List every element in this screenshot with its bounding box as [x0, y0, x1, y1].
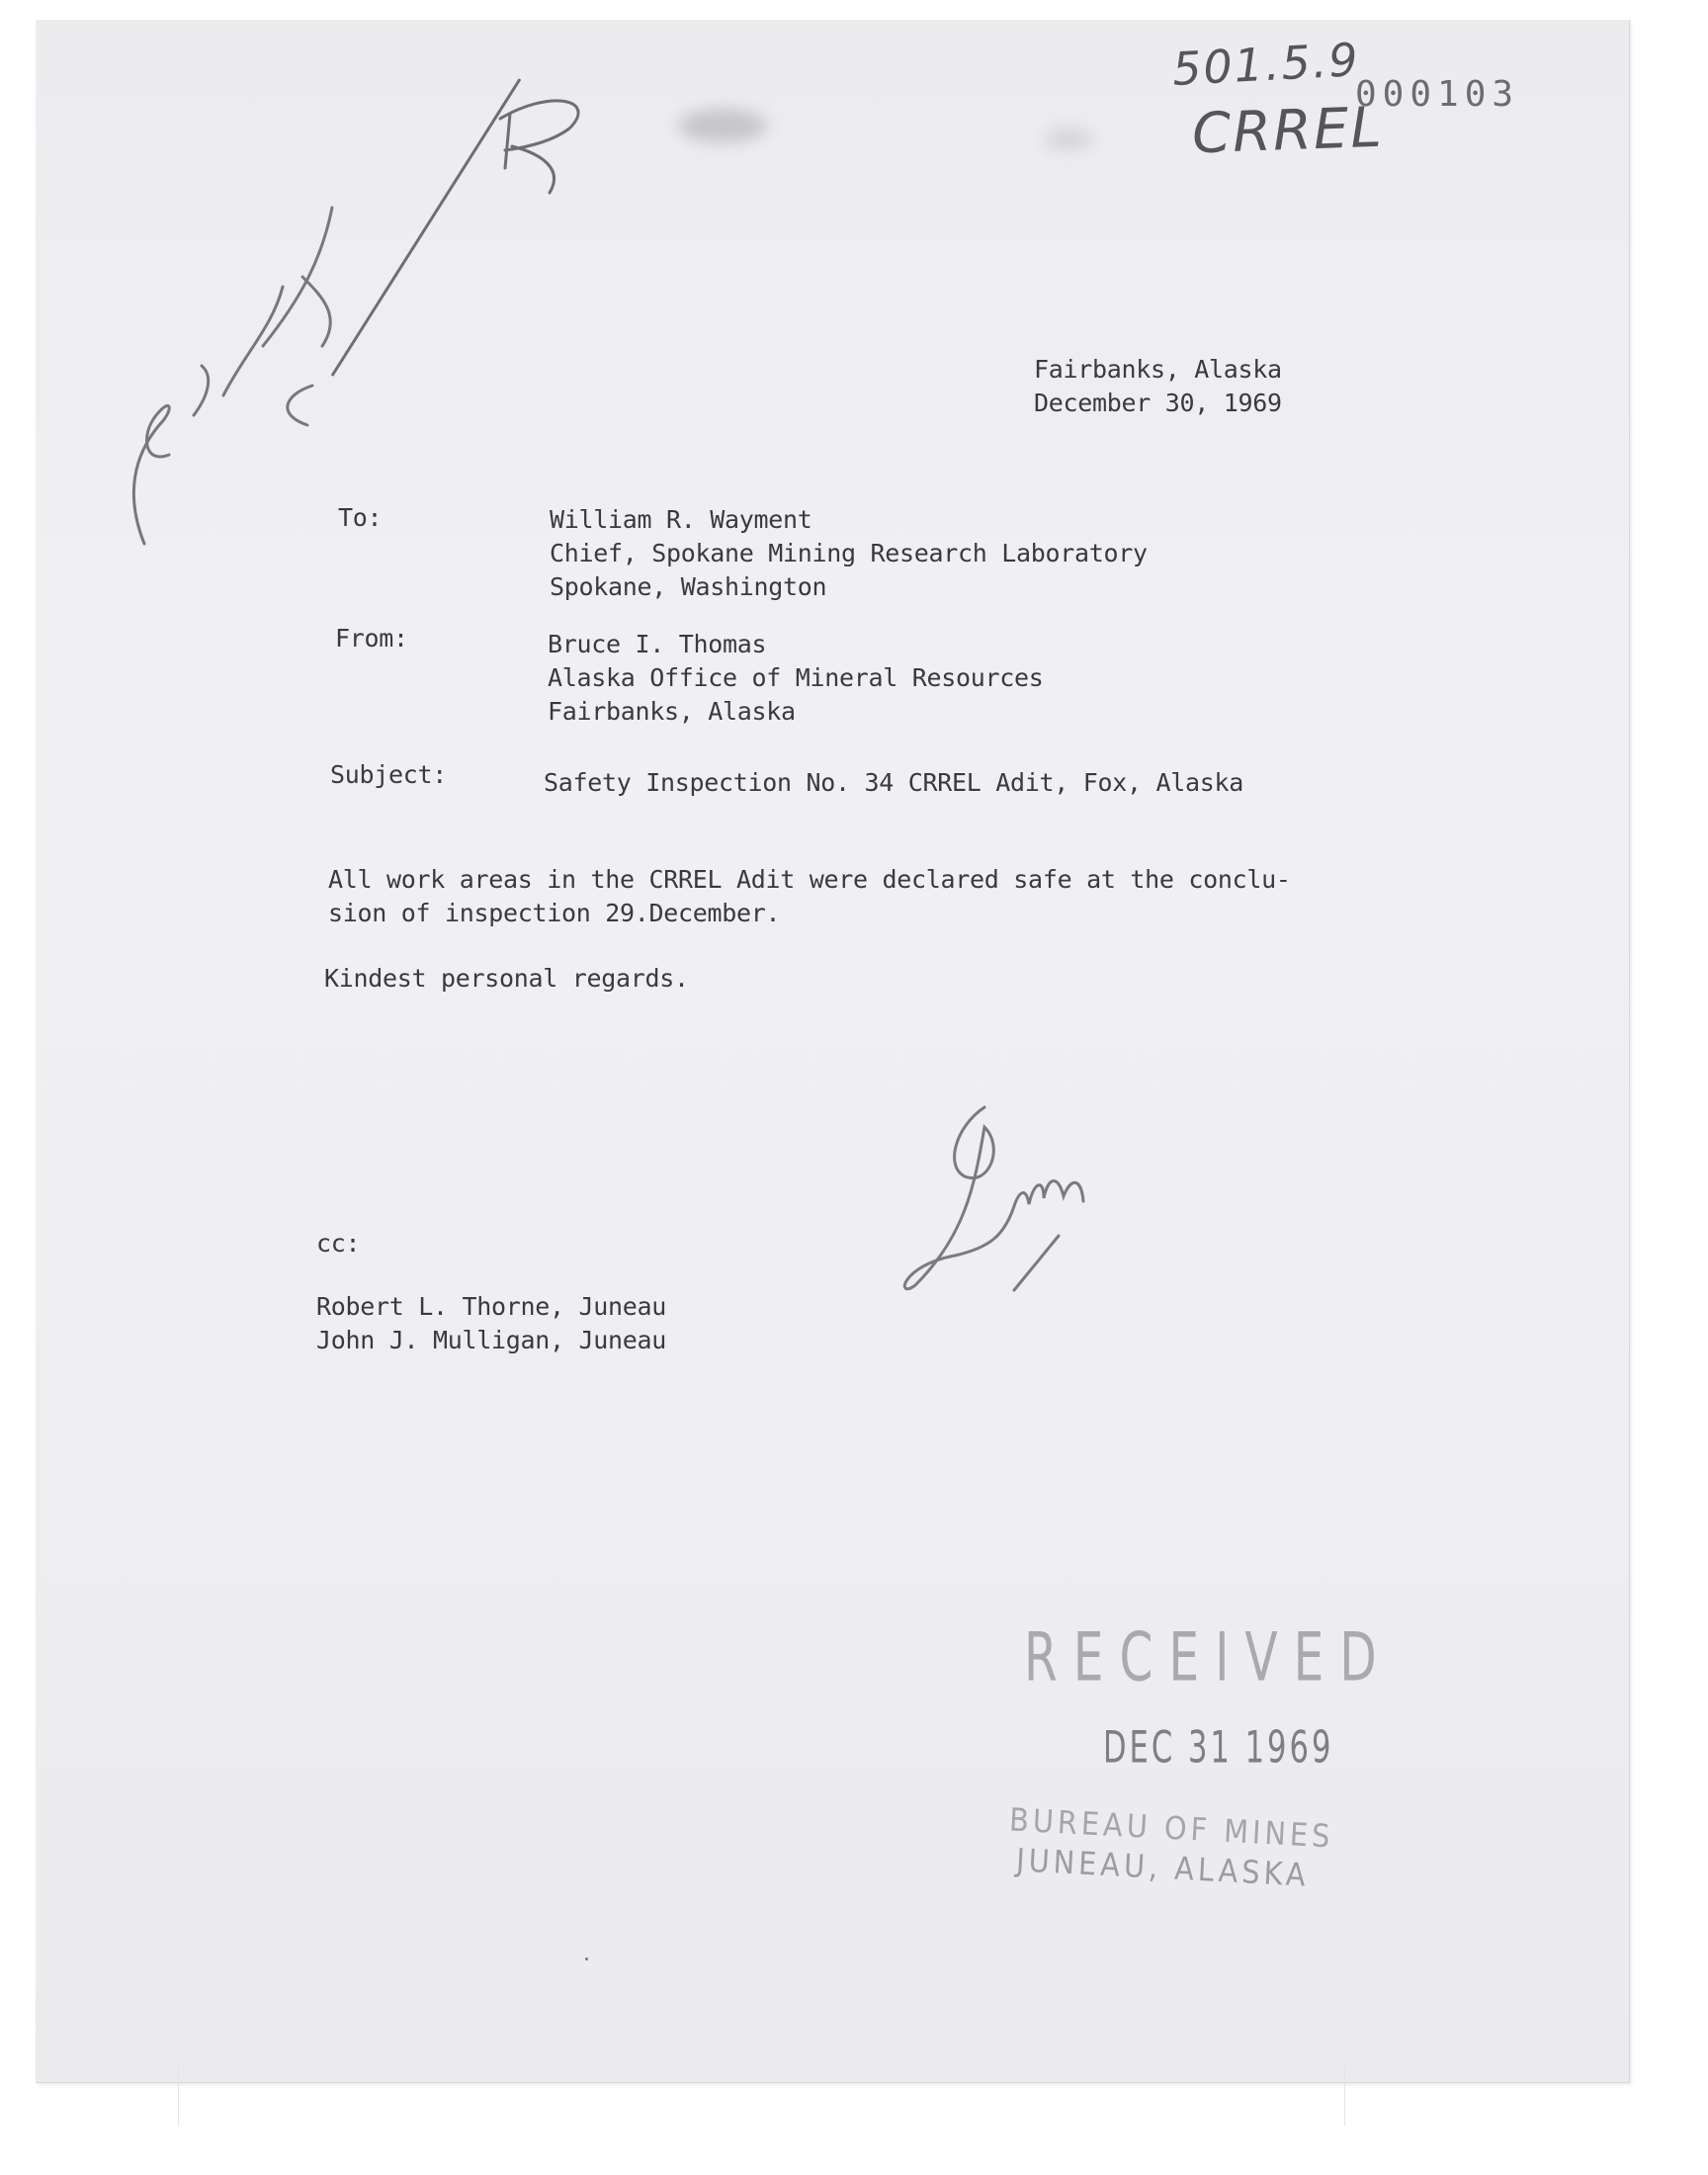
- body-line-1: All work areas in the CRREL Adit were declared safe at the conclu-: [328, 865, 1291, 894]
- from-name: Bruce I. Thomas: [548, 630, 767, 658]
- to-location: Spokane, Washington: [550, 572, 827, 601]
- from-office: Alaska Office of Mineral Resources: [548, 663, 1044, 692]
- scan-edge-line: [1344, 2066, 1345, 2126]
- subject-text: Safety Inspection No. 34 CRREL Adit, Fox, Alaska: [544, 768, 1244, 797]
- header-place: Fairbanks, Alaska: [1034, 355, 1282, 384]
- stamp-office-line-2: JUNEAU, ALASKA: [1015, 1841, 1311, 1894]
- file-annotation-crrel: CRREL: [1190, 95, 1385, 167]
- cc-recipient: John J. Mulligan, Juneau: [316, 1326, 667, 1354]
- to-name: William R. Wayment: [550, 505, 812, 534]
- handwritten-initial-mark: [302, 59, 599, 415]
- subject-label: Subject:: [330, 760, 448, 789]
- scan-edge-line: [178, 2066, 179, 2126]
- file-annotation-code: 501.5.9: [1170, 33, 1361, 96]
- body-line-2: sion of inspection 29.December.: [328, 899, 781, 927]
- cc-recipient: Robert L. Thorne, Juneau: [316, 1292, 667, 1321]
- header-date: December 30, 1969: [1034, 389, 1282, 417]
- file-number: 000103: [1355, 74, 1520, 115]
- stray-mark: [585, 1958, 588, 1960]
- from-location: Fairbanks, Alaska: [548, 697, 796, 726]
- ink-smudge: [678, 109, 767, 142]
- signature: [896, 1088, 1153, 1305]
- cc-label: cc:: [316, 1229, 361, 1258]
- ink-smudge-small: [1044, 129, 1093, 150]
- to-title: Chief, Spokane Mining Research Laboratory: [550, 539, 1148, 567]
- closing-line: Kindest personal regards.: [324, 964, 689, 993]
- stamp-office-line-1: BUREAU OF MINES: [1008, 1800, 1335, 1856]
- stamp-received-word: RECEIVED: [1024, 1618, 1393, 1696]
- from-label: From:: [335, 624, 408, 652]
- to-label: To:: [338, 503, 383, 532]
- stamp-date: DEC 31 1969: [1103, 1722, 1334, 1774]
- letter-page: [36, 20, 1630, 2083]
